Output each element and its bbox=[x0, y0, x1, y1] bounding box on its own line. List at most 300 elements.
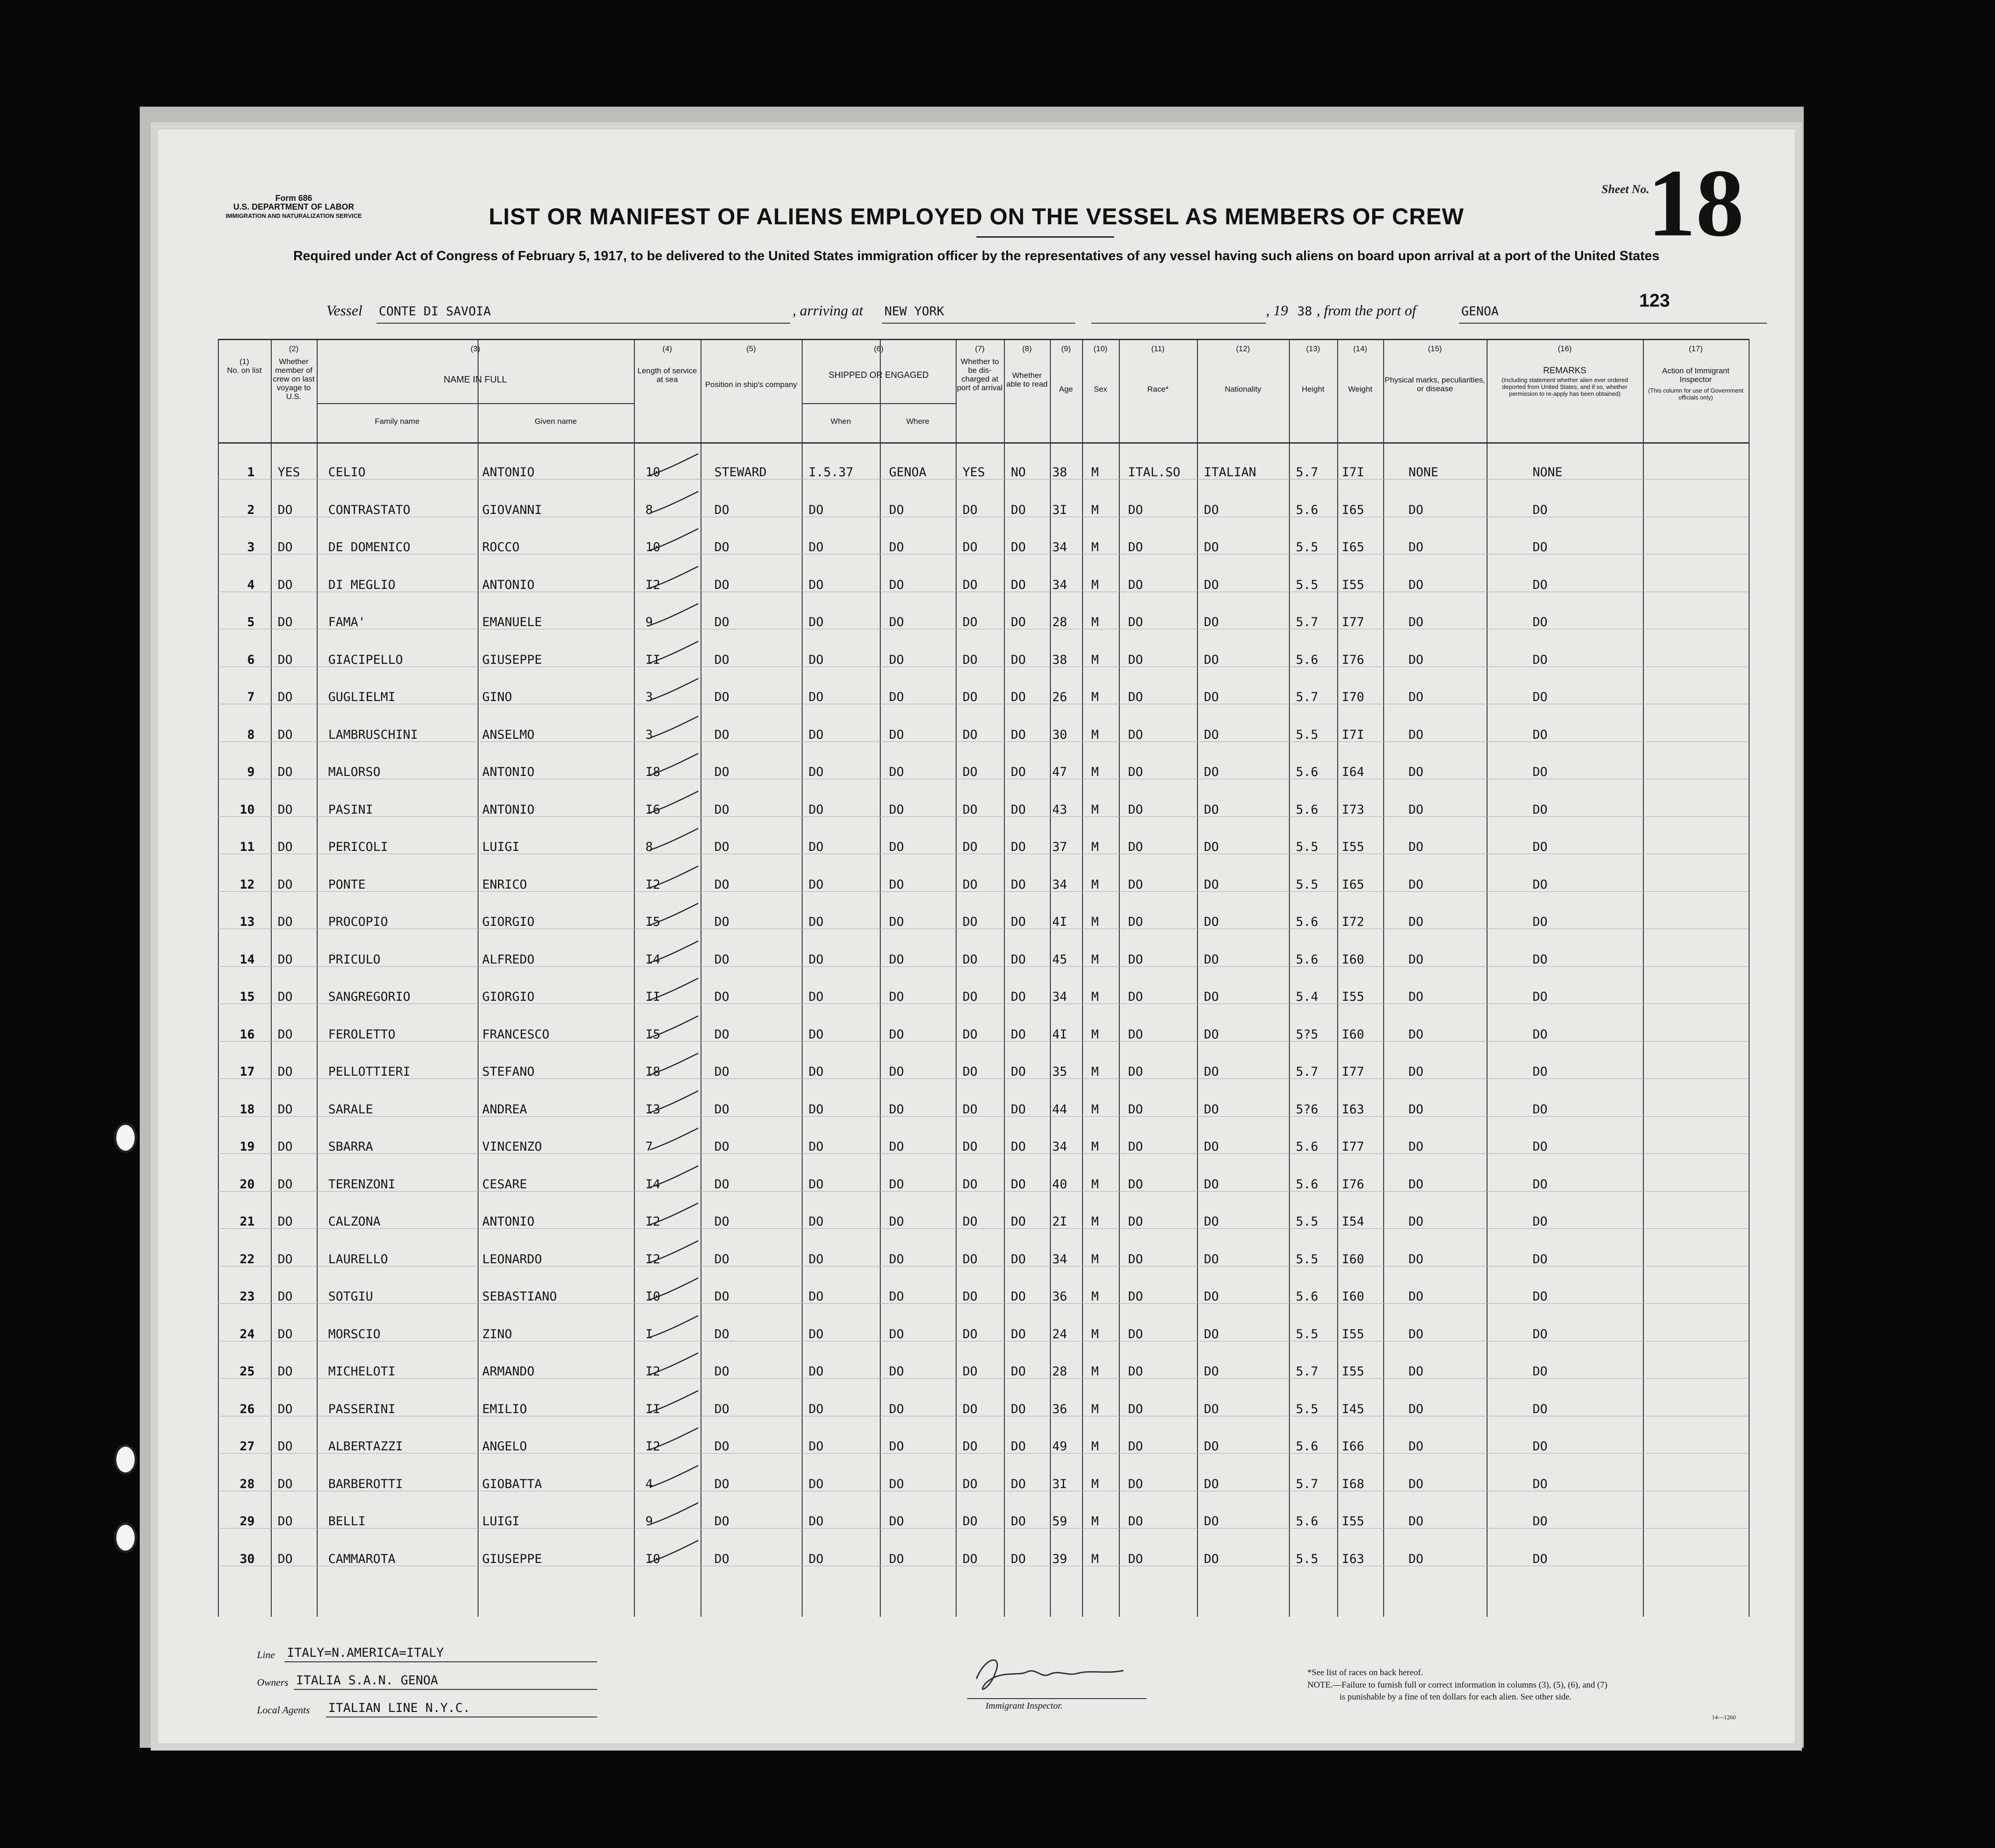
service-length-cell: 7 bbox=[645, 1140, 653, 1154]
last-voyage-cell: DO bbox=[278, 765, 293, 779]
marks-cell: DO bbox=[1408, 1027, 1424, 1042]
shipped-when-cell: DO bbox=[809, 1140, 824, 1154]
read-cell: DO bbox=[1011, 840, 1026, 854]
service-length-cell: I4 bbox=[645, 952, 661, 967]
row-rule bbox=[218, 1041, 1749, 1042]
row-number: 4 bbox=[247, 577, 255, 592]
discharged-cell: DO bbox=[963, 652, 978, 667]
col-header-remarks: REMARKS bbox=[1543, 366, 1586, 376]
inspector-signature bbox=[958, 1651, 1151, 1702]
position-cell: DO bbox=[714, 840, 730, 854]
last-voyage-cell: DO bbox=[278, 877, 293, 892]
binder-hole bbox=[112, 356, 132, 382]
page-title: LIST OR MANIFEST OF ALIENS EMPLOYED ON THE VESSEL AS MEMBERS OF CREW bbox=[489, 204, 1464, 229]
given-name-cell: ANTONIO bbox=[482, 1215, 535, 1229]
row-number: 8 bbox=[247, 727, 255, 742]
position-cell: DO bbox=[714, 1065, 730, 1079]
given-name-cell: ANTONIO bbox=[482, 765, 535, 779]
family-name-cell: CAMMAROTA bbox=[328, 1551, 396, 1566]
given-name-cell: ANSELMO bbox=[482, 727, 535, 742]
position-cell: DO bbox=[714, 540, 730, 554]
row-number: 13 bbox=[239, 915, 255, 929]
nationality-cell: DO bbox=[1204, 1327, 1219, 1341]
read-cell: DO bbox=[1011, 1327, 1026, 1341]
nationality-cell: DO bbox=[1204, 765, 1219, 779]
sex-cell: M bbox=[1091, 840, 1099, 854]
check-mark-icon bbox=[648, 451, 703, 479]
family-name-cell: LAMBRUSCHINI bbox=[328, 727, 418, 742]
agents-label: Local Agents bbox=[257, 1704, 310, 1716]
race-cell: DO bbox=[1128, 690, 1143, 704]
last-voyage-cell: DO bbox=[278, 1065, 293, 1079]
col-header-no: (1) No. on list bbox=[227, 357, 262, 375]
weight-cell: I64 bbox=[1342, 765, 1364, 779]
shipped-when-cell: DO bbox=[809, 1102, 824, 1117]
given-name-cell: ANDREA bbox=[482, 1102, 527, 1117]
age-cell: 28 bbox=[1052, 615, 1067, 629]
marks-cell: DO bbox=[1408, 615, 1424, 629]
remarks-cell: DO bbox=[1533, 502, 1548, 517]
shipped-where-cell: DO bbox=[889, 1289, 904, 1304]
age-cell: 44 bbox=[1052, 1102, 1067, 1117]
race-cell: DO bbox=[1128, 1514, 1143, 1529]
service-length-cell: I2 bbox=[645, 1364, 661, 1379]
weight-cell: I63 bbox=[1342, 1102, 1364, 1117]
last-voyage-cell: DO bbox=[278, 802, 293, 817]
check-mark-icon bbox=[648, 639, 703, 667]
given-name-cell: ROCCO bbox=[482, 540, 520, 554]
discharged-cell: DO bbox=[963, 1551, 978, 1566]
race-cell: DO bbox=[1128, 652, 1143, 667]
shipped-where-cell: DO bbox=[889, 1215, 904, 1229]
family-name-cell: SOTGIU bbox=[328, 1289, 373, 1304]
shipped-where-cell: DO bbox=[889, 1027, 904, 1042]
position-cell: DO bbox=[714, 952, 730, 967]
family-name-cell: GIACIPELLO bbox=[328, 652, 403, 667]
row-number: 22 bbox=[239, 1252, 255, 1266]
weight-cell: I76 bbox=[1342, 1177, 1364, 1192]
shipped-where-cell: DO bbox=[889, 1252, 904, 1266]
read-cell: DO bbox=[1011, 952, 1026, 967]
given-name-cell: STEFANO bbox=[482, 1065, 535, 1079]
given-name-cell: GIORGIO bbox=[482, 990, 535, 1004]
read-cell: DO bbox=[1011, 1140, 1026, 1154]
col-header-height: Height bbox=[1301, 385, 1325, 394]
given-name-cell: GINO bbox=[482, 690, 513, 704]
height-cell: 5.7 bbox=[1296, 1065, 1318, 1079]
shipped-when-cell: DO bbox=[809, 1289, 824, 1304]
nationality-cell: DO bbox=[1204, 1364, 1219, 1379]
nationality-cell: DO bbox=[1204, 1477, 1219, 1491]
given-name-cell: VINCENZO bbox=[482, 1140, 542, 1154]
sheet-label: Sheet No. bbox=[1602, 183, 1649, 196]
shipped-when-cell: DO bbox=[809, 540, 824, 554]
shipped-when-cell: DO bbox=[809, 1065, 824, 1079]
check-mark-icon bbox=[648, 1014, 703, 1041]
position-cell: DO bbox=[714, 1327, 730, 1341]
marks-cell: DO bbox=[1408, 1364, 1424, 1379]
shipped-where-cell: DO bbox=[889, 502, 904, 517]
race-cell: DO bbox=[1128, 727, 1143, 742]
position-cell: DO bbox=[714, 727, 730, 742]
last-voyage-cell: DO bbox=[278, 577, 293, 592]
row-number: 21 bbox=[239, 1215, 255, 1229]
age-cell: 28 bbox=[1052, 1364, 1067, 1379]
service-length-cell: I5 bbox=[645, 1027, 661, 1042]
given-name-cell: ARMANDO bbox=[482, 1364, 535, 1379]
marks-cell: DO bbox=[1408, 1252, 1424, 1266]
height-cell: 5.6 bbox=[1296, 1289, 1318, 1304]
last-voyage-cell: DO bbox=[278, 1439, 293, 1454]
shipped-when-cell: DO bbox=[809, 615, 824, 629]
shipped-when-cell: I.5.37 bbox=[809, 465, 854, 479]
race-cell: DO bbox=[1128, 1477, 1143, 1491]
row-number: 29 bbox=[239, 1514, 255, 1529]
col-num: (4) bbox=[662, 344, 672, 353]
weight-cell: I73 bbox=[1342, 802, 1364, 817]
col-num: (3) bbox=[470, 344, 480, 353]
row-rule bbox=[218, 1153, 1749, 1154]
remarks-cell: DO bbox=[1533, 652, 1548, 667]
row-rule bbox=[218, 1378, 1749, 1379]
remarks-cell: DO bbox=[1533, 1027, 1548, 1042]
service-length-cell: I2 bbox=[645, 1439, 661, 1454]
vessel-label: Vessel bbox=[326, 302, 363, 319]
col-num: (10) bbox=[1093, 344, 1108, 353]
check-mark-icon bbox=[648, 1500, 703, 1528]
position-cell: DO bbox=[714, 502, 730, 517]
sex-cell: M bbox=[1091, 465, 1099, 479]
sex-cell: M bbox=[1091, 1289, 1099, 1304]
last-voyage-cell: DO bbox=[278, 1140, 293, 1154]
position-cell: DO bbox=[714, 915, 730, 929]
row-number: 26 bbox=[239, 1402, 255, 1416]
shipped-where-cell: DO bbox=[889, 1402, 904, 1416]
vessel-name: CONTE DI SAVOIA bbox=[379, 304, 491, 319]
family-name-cell: CALZONA bbox=[328, 1215, 381, 1229]
position-cell: DO bbox=[714, 1252, 730, 1266]
year: 38 bbox=[1297, 304, 1312, 319]
given-name-cell: GIOBATTA bbox=[482, 1477, 542, 1491]
weight-cell: I45 bbox=[1342, 1402, 1364, 1416]
shipped-where-cell: DO bbox=[889, 690, 904, 704]
punch-hole bbox=[114, 1444, 137, 1475]
read-cell: DO bbox=[1011, 915, 1026, 929]
discharged-cell: YES bbox=[963, 465, 985, 479]
punch-hole bbox=[114, 1123, 137, 1153]
race-cell: DO bbox=[1128, 952, 1143, 967]
height-cell: 5.5 bbox=[1296, 1551, 1318, 1566]
sex-cell: M bbox=[1091, 727, 1099, 742]
shipped-when-cell: DO bbox=[809, 1514, 824, 1529]
marks-cell: DO bbox=[1408, 502, 1424, 517]
last-voyage-cell: DO bbox=[278, 1477, 293, 1491]
row-rule bbox=[218, 1528, 1749, 1529]
last-voyage-cell: DO bbox=[278, 1027, 293, 1042]
col-header-discharged: Whether to be dis-charged at port of arrival bbox=[957, 357, 1003, 392]
position-cell: DO bbox=[714, 652, 730, 667]
shipped-where-cell: DO bbox=[889, 915, 904, 929]
note-fine: NOTE.—Failure to furnish full or correct information in columns (3), (5), (6), and (7) bbox=[1307, 1680, 1607, 1690]
marks-cell: DO bbox=[1408, 727, 1424, 742]
col-num: (14) bbox=[1353, 344, 1368, 353]
nationality-cell: DO bbox=[1204, 540, 1219, 554]
remarks-cell: DO bbox=[1533, 577, 1548, 592]
check-mark-icon bbox=[648, 489, 703, 517]
read-cell: DO bbox=[1011, 1514, 1026, 1529]
race-cell: DO bbox=[1128, 1140, 1143, 1154]
row-number: 11 bbox=[239, 840, 255, 854]
col-header-shipped: SHIPPED OR ENGAGED bbox=[828, 371, 929, 380]
check-mark-icon bbox=[648, 1201, 703, 1228]
manifest-sheet bbox=[158, 130, 1795, 1743]
row-number: 10 bbox=[239, 802, 255, 817]
race-cell: DO bbox=[1128, 915, 1143, 929]
discharged-cell: DO bbox=[963, 1514, 978, 1529]
shipped-where-cell: DO bbox=[889, 652, 904, 667]
row-rule bbox=[218, 1453, 1749, 1454]
shipped-when-cell: DO bbox=[809, 690, 824, 704]
sex-cell: M bbox=[1091, 1327, 1099, 1341]
height-cell: 5.5 bbox=[1296, 1327, 1318, 1341]
family-name-cell: MALORSO bbox=[328, 765, 381, 779]
shipped-when-cell: DO bbox=[809, 765, 824, 779]
last-voyage-cell: DO bbox=[278, 990, 293, 1004]
service-length-cell: II bbox=[645, 1402, 661, 1416]
marks-cell: DO bbox=[1408, 1102, 1424, 1117]
print-code: 14—1260 bbox=[1712, 1714, 1736, 1721]
remarks-cell: DO bbox=[1533, 1477, 1548, 1491]
discharged-cell: DO bbox=[963, 877, 978, 892]
row-number: 9 bbox=[247, 765, 255, 779]
shipped-where-cell: DO bbox=[889, 765, 904, 779]
race-cell: DO bbox=[1128, 1439, 1143, 1454]
position-cell: DO bbox=[714, 1027, 730, 1042]
age-cell: 4I bbox=[1052, 915, 1067, 929]
col-header-race: Race* bbox=[1147, 385, 1169, 394]
height-cell: 5.6 bbox=[1296, 1439, 1318, 1454]
discharged-cell: DO bbox=[963, 727, 978, 742]
race-cell: DO bbox=[1128, 502, 1143, 517]
age-cell: 38 bbox=[1052, 465, 1067, 479]
sex-cell: M bbox=[1091, 1402, 1099, 1416]
nationality-cell: DO bbox=[1204, 990, 1219, 1004]
marks-cell: DO bbox=[1408, 1477, 1424, 1491]
service-length-cell: 3 bbox=[645, 727, 653, 742]
given-name-cell: EMILIO bbox=[482, 1402, 527, 1416]
nationality-cell: DO bbox=[1204, 652, 1219, 667]
race-cell: DO bbox=[1128, 1289, 1143, 1304]
check-mark-icon bbox=[648, 601, 703, 629]
height-cell: 5.7 bbox=[1296, 465, 1318, 479]
sex-cell: M bbox=[1091, 802, 1099, 817]
nationality-cell: DO bbox=[1204, 502, 1219, 517]
read-cell: NO bbox=[1011, 465, 1026, 479]
nationality-cell: DO bbox=[1204, 952, 1219, 967]
col-header-name: NAME IN FULL bbox=[444, 375, 507, 385]
row-number: 17 bbox=[239, 1065, 255, 1079]
age-cell: 49 bbox=[1052, 1439, 1067, 1454]
row-number: 27 bbox=[239, 1439, 255, 1454]
read-cell: DO bbox=[1011, 577, 1026, 592]
discharged-cell: DO bbox=[963, 1477, 978, 1491]
shipped-where-cell: DO bbox=[889, 1327, 904, 1341]
read-cell: DO bbox=[1011, 1252, 1026, 1266]
row-rule bbox=[218, 1078, 1749, 1079]
shipped-where-cell: DO bbox=[889, 1551, 904, 1566]
check-mark-icon bbox=[648, 526, 703, 554]
row-number: 14 bbox=[239, 952, 255, 967]
race-cell: DO bbox=[1128, 1027, 1143, 1042]
position-cell: DO bbox=[714, 615, 730, 629]
height-cell: 5.6 bbox=[1296, 915, 1318, 929]
nationality-cell: DO bbox=[1204, 915, 1219, 929]
position-cell: DO bbox=[714, 765, 730, 779]
read-cell: DO bbox=[1011, 877, 1026, 892]
read-cell: DO bbox=[1011, 1364, 1026, 1379]
nationality-cell: DO bbox=[1204, 1551, 1219, 1566]
read-cell: DO bbox=[1011, 652, 1026, 667]
weight-cell: I65 bbox=[1342, 540, 1364, 554]
race-cell: DO bbox=[1128, 840, 1143, 854]
note-races: *See list of races on back hereof. bbox=[1307, 1668, 1423, 1677]
family-name-cell: LAURELLO bbox=[328, 1252, 388, 1266]
sex-cell: M bbox=[1091, 615, 1099, 629]
last-voyage-cell: DO bbox=[278, 1215, 293, 1229]
shipped-when-cell: DO bbox=[809, 840, 824, 854]
discharged-cell: DO bbox=[963, 802, 978, 817]
col-header-nationality: Nationality bbox=[1225, 385, 1261, 394]
row-number: 18 bbox=[239, 1102, 255, 1117]
height-cell: 5.6 bbox=[1296, 502, 1318, 517]
nationality-cell: DO bbox=[1204, 1402, 1219, 1416]
age-cell: 34 bbox=[1052, 1140, 1067, 1154]
marks-cell: DO bbox=[1408, 540, 1424, 554]
marks-cell: DO bbox=[1408, 1065, 1424, 1079]
shipped-when-cell: DO bbox=[809, 502, 824, 517]
binder-hole bbox=[112, 271, 132, 297]
nationality-cell: ITALIAN bbox=[1204, 465, 1256, 479]
remarks-cell: DO bbox=[1533, 1252, 1548, 1266]
shipped-when-cell: DO bbox=[809, 577, 824, 592]
weight-cell: I7I bbox=[1342, 727, 1364, 742]
last-voyage-cell: DO bbox=[278, 1364, 293, 1379]
age-cell: 40 bbox=[1052, 1177, 1067, 1192]
given-name-cell: LUIGI bbox=[482, 840, 520, 854]
sex-cell: M bbox=[1091, 690, 1099, 704]
nationality-cell: DO bbox=[1204, 1102, 1219, 1117]
marks-cell: DO bbox=[1408, 1514, 1424, 1529]
sex-cell: M bbox=[1091, 540, 1099, 554]
marks-cell: DO bbox=[1408, 990, 1424, 1004]
weight-cell: I55 bbox=[1342, 1514, 1364, 1529]
height-cell: 5.7 bbox=[1296, 690, 1318, 704]
height-cell: 5.6 bbox=[1296, 802, 1318, 817]
service-length-cell: 4 bbox=[645, 1477, 653, 1491]
family-name-cell: CONTRASTATO bbox=[328, 502, 410, 517]
nationality-cell: DO bbox=[1204, 690, 1219, 704]
weight-cell: I76 bbox=[1342, 652, 1364, 667]
from-label: , from the port of bbox=[1317, 302, 1416, 319]
note-fine-2: is punishable by a fine of ten dollars for each alien. See other side. bbox=[1340, 1692, 1572, 1702]
last-voyage-cell: DO bbox=[278, 652, 293, 667]
col-header-where: Where bbox=[906, 417, 929, 426]
read-cell: DO bbox=[1011, 540, 1026, 554]
read-cell: DO bbox=[1011, 727, 1026, 742]
family-name-cell: DE DOMENICO bbox=[328, 540, 410, 554]
race-cell: DO bbox=[1128, 1252, 1143, 1266]
given-name-cell: ENRICO bbox=[482, 877, 527, 892]
weight-cell: I60 bbox=[1342, 1289, 1364, 1304]
discharged-cell: DO bbox=[963, 1439, 978, 1454]
weight-cell: I60 bbox=[1342, 1252, 1364, 1266]
age-cell: 34 bbox=[1052, 577, 1067, 592]
nationality-cell: DO bbox=[1204, 877, 1219, 892]
shipped-when-cell: DO bbox=[809, 652, 824, 667]
height-cell: 5.7 bbox=[1296, 1477, 1318, 1491]
weight-cell: I7I bbox=[1342, 465, 1364, 479]
weight-cell: I65 bbox=[1342, 877, 1364, 892]
family-name-cell: FAMA' bbox=[328, 615, 366, 629]
weight-cell: I60 bbox=[1342, 1027, 1364, 1042]
check-mark-icon bbox=[648, 1388, 703, 1416]
col-num: (2) bbox=[289, 344, 299, 353]
discharged-cell: DO bbox=[963, 1215, 978, 1229]
col-num: (13) bbox=[1306, 344, 1320, 353]
shipped-where-cell: DO bbox=[889, 1102, 904, 1117]
remarks-cell: DO bbox=[1533, 1364, 1548, 1379]
remarks-cell: DO bbox=[1533, 540, 1548, 554]
row-number: 15 bbox=[239, 990, 255, 1004]
weight-cell: I54 bbox=[1342, 1215, 1364, 1229]
discharged-cell: DO bbox=[963, 1140, 978, 1154]
last-voyage-cell: DO bbox=[278, 1551, 293, 1566]
service-length-cell: 9 bbox=[645, 615, 653, 629]
nationality-cell: DO bbox=[1204, 1514, 1219, 1529]
family-name-cell: BELLI bbox=[328, 1514, 366, 1529]
col-header-read: Whether able to read bbox=[1006, 371, 1048, 388]
nationality-cell: DO bbox=[1204, 1177, 1219, 1192]
read-cell: DO bbox=[1011, 690, 1026, 704]
position-cell: DO bbox=[714, 1514, 730, 1529]
row-number: 7 bbox=[247, 690, 255, 704]
given-name-cell: LEONARDO bbox=[482, 1252, 542, 1266]
age-cell: 34 bbox=[1052, 990, 1067, 1004]
family-name-cell: DI MEGLIO bbox=[328, 577, 396, 592]
last-voyage-cell: DO bbox=[278, 1327, 293, 1341]
age-cell: 30 bbox=[1052, 727, 1067, 742]
remarks-cell: DO bbox=[1533, 990, 1548, 1004]
check-mark-icon bbox=[648, 1164, 703, 1191]
remarks-cell: DO bbox=[1533, 1140, 1548, 1154]
sex-cell: M bbox=[1091, 1140, 1099, 1154]
marks-cell: DO bbox=[1408, 1289, 1424, 1304]
height-cell: 5.7 bbox=[1296, 1364, 1318, 1379]
family-name-cell: PELLOTTIERI bbox=[328, 1065, 410, 1079]
check-mark-icon bbox=[648, 1463, 703, 1491]
shipped-where-cell: DO bbox=[889, 577, 904, 592]
shipped-where-cell: DO bbox=[889, 952, 904, 967]
position-cell: DO bbox=[714, 1289, 730, 1304]
height-cell: 5.6 bbox=[1296, 952, 1318, 967]
weight-cell: I63 bbox=[1342, 1551, 1364, 1566]
sex-cell: M bbox=[1091, 1102, 1099, 1117]
sheet-number: 18 bbox=[1647, 150, 1744, 257]
age-cell: 37 bbox=[1052, 840, 1067, 854]
given-name-cell: GIORGIO bbox=[482, 915, 535, 929]
service-length-cell: I0 bbox=[645, 1289, 661, 1304]
sex-cell: M bbox=[1091, 915, 1099, 929]
